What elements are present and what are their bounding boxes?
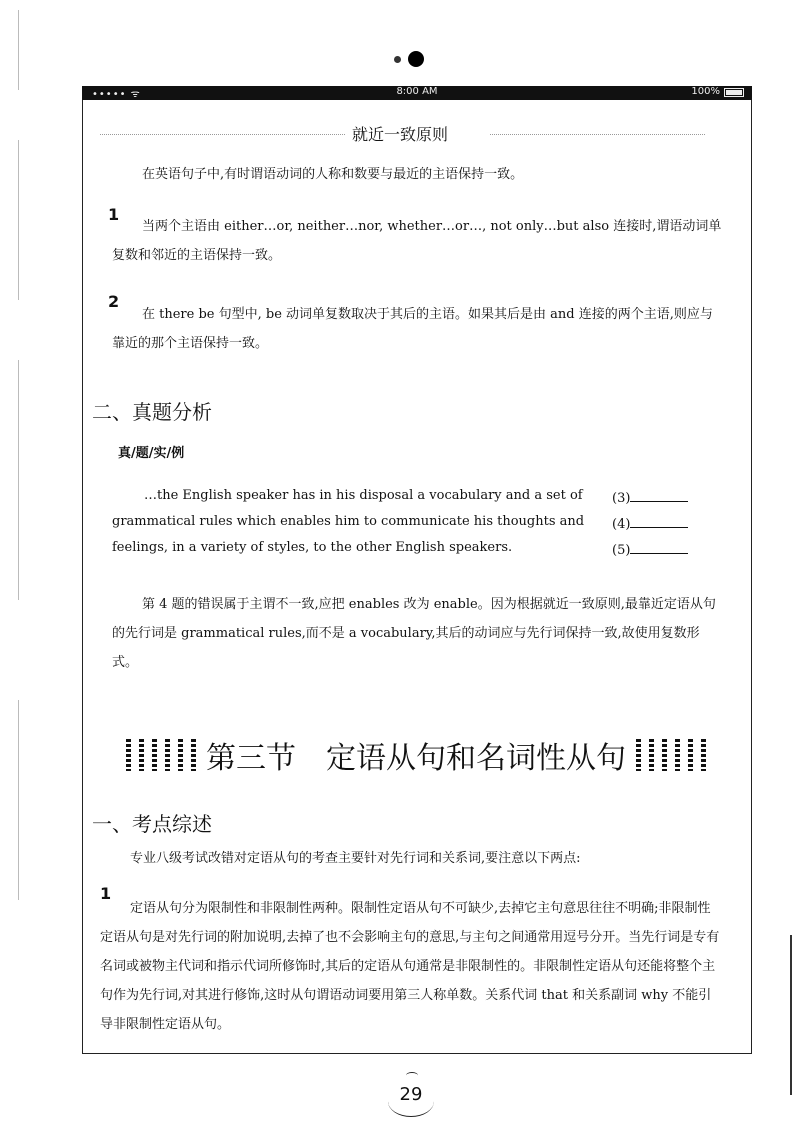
rule-number: 1 xyxy=(108,205,120,224)
signal-indicator: ••••• ᯤ xyxy=(92,89,141,100)
battery-indicator xyxy=(691,86,744,97)
scan-edge-mark xyxy=(18,10,19,90)
status-bar xyxy=(82,86,752,100)
rule-text: 在 there be 句型中, be 动词单复数取决于其后的主语。如果其后是由 and 连接的两个主语,则应与靠近的那个主语保持一致。 xyxy=(112,307,713,351)
example-line xyxy=(112,488,702,514)
example-text: grammatical rules which enables him to communicate his thoughts and xyxy=(112,514,585,529)
rule-text: 当两个主语由 either…or, neither…nor, whether…or…, not only…but also 连接时,谓语动词单复数和邻近的主语保持一致。 xyxy=(112,219,722,263)
scan-edge-mark xyxy=(790,935,792,1095)
scan-edge-mark xyxy=(18,140,19,300)
status-time: 8:00 AM xyxy=(396,86,438,97)
section-title: 第三节 定语从句和名词性从句 xyxy=(206,741,626,776)
page-bottom-rule xyxy=(82,1053,752,1054)
point-text: 定语从句分为限制性和非限制性两种。限制性定语从句不可缺少,去掉它主句意思往往不明确;非限制性定语从句是对先行词的附加说明,去掉了也不会影响主句的意思,与主句之间通常用逗号分开。当先行词是专有名词或被物主代词和指示代词所修饰时,其后的定语从句通常是非限制性的。非限制性定语从句还能将整个主句作为先行词,对其进行修饰,这时从句谓语动词要用第三人称单数。关系代词 that 和关系副词 why 不能引导非限制性定语从句。 xyxy=(100,901,720,1032)
page-number: 29 xyxy=(386,1072,436,1118)
page-title: 就近一致原则 xyxy=(351,125,448,144)
battery-icon xyxy=(724,88,744,97)
section-intro: 专业八级考试改错对定语从句的考查主要针对先行词和关系词,要注意以下两点: xyxy=(130,851,581,866)
banner-decoration-left xyxy=(126,738,196,772)
example-line xyxy=(112,514,702,540)
example-text: …the English speaker has in his disposal a vocabulary and a set of xyxy=(144,488,583,503)
section-heading: 二、真题分析 xyxy=(92,400,212,424)
example-line xyxy=(112,540,702,566)
battery-level: 100% xyxy=(691,86,720,97)
answer-blank[interactable]: (4) xyxy=(612,514,688,532)
analysis-paragraph: 第 4 题的错误属于主谓不一致,应把 enables 改为 enable。因为根据就近一致原则,最靠近定语从句的先行词是 grammatical rules,而不是 a vocabulary,其后的动词应与先行词保持一致,故使用复数形式。 xyxy=(112,597,716,670)
scan-edge-mark xyxy=(18,700,19,900)
section-subheading: 真/题/实/例 xyxy=(118,446,185,461)
title-dotted-rule-right xyxy=(490,134,705,135)
answer-blank[interactable]: (5) xyxy=(612,540,688,558)
rule-number: 2 xyxy=(108,292,120,311)
camera-icon xyxy=(392,50,432,70)
section-heading: 一、考点综述 xyxy=(92,812,212,836)
section-banner xyxy=(86,730,746,780)
intro-paragraph: 在英语句子中,有时谓语动词的人称和数要与最近的主语保持一致。 xyxy=(142,167,524,182)
banner-decoration-right xyxy=(636,738,706,772)
scan-edge-mark xyxy=(18,360,19,600)
point-number: 1 xyxy=(100,884,112,903)
example-text: feelings, in a variety of styles, to the other English speakers. xyxy=(112,540,513,555)
answer-blank[interactable]: (3) xyxy=(612,488,688,506)
